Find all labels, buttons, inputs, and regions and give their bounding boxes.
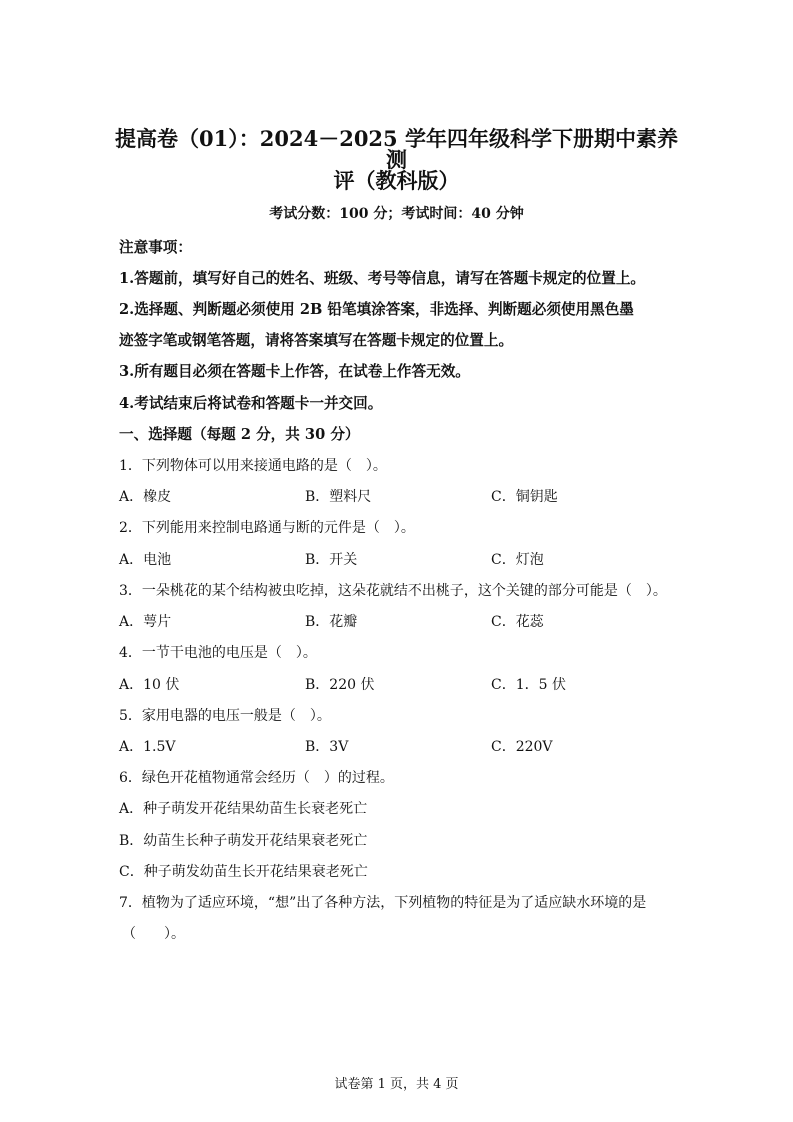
question-3-option-c: C．花蕊 — [491, 614, 544, 630]
question-1-option-c: C．铜钥匙 — [491, 489, 558, 505]
question-3-option-a: A．萼片 — [119, 614, 172, 630]
question-4-stem: 4．一节干电池的电压是（ ）。 — [119, 645, 317, 661]
question-6-stem: 6．绿色开花植物通常会经历（ ）的过程。 — [119, 770, 394, 786]
notice-heading: 注意事项： — [119, 239, 192, 256]
question-4-option-a: A．10 伏 — [119, 677, 180, 693]
question-1-stem: 1．下列物体可以用来接通电路的是（ ）。 — [119, 458, 387, 474]
question-2-stem: 2．下列能用来控制电路通与断的元件是（ ）。 — [119, 520, 415, 536]
exam-info: 考试分数：100 分；考试时间：40 分钟 — [269, 206, 524, 222]
notice-item-3: 3.所有题目必须在答题卡上作答，在试卷上作答无效。 — [119, 363, 470, 380]
question-7-stem-cont: （ ）。 — [122, 926, 185, 942]
exam-title-line1: 提高卷（01）：2024－2025 学年四年级科学下册期中素养测 — [115, 126, 678, 172]
question-7-stem: 7．植物为了适应环境，“想”出了各种方法，下列植物的特征是为了适应缺水环境的是 — [119, 895, 647, 911]
question-5-option-b: B．3V — [305, 739, 349, 755]
exam-title-line2: 评（教科版） — [333, 168, 460, 193]
notice-item-2-cont: 迹签字笔或钢笔答题，请将答案填写在答题卡规定的位置上。 — [119, 332, 514, 349]
question-5-stem: 5．家用电器的电压一般是（ ）。 — [119, 708, 331, 724]
question-5-option-a: A．1.5V — [119, 739, 176, 755]
question-3-option-b: B．花瓣 — [305, 614, 358, 630]
section-heading: 一、选择题（每题 2 分，共 30 分） — [119, 426, 360, 443]
notice-item-4: 4.考试结束后将试卷和答题卡一并交回。 — [119, 395, 383, 412]
question-1-option-b: B．塑料尺 — [305, 489, 372, 505]
question-3-stem: 3．一朵桃花的某个结构被虫吃掉，这朵花就结不出桃子，这个关键的部分可能是（ ）。 — [119, 583, 667, 599]
question-4-option-b: B．220 伏 — [305, 677, 375, 693]
notice-item-2: 2.选择题、判断题必须使用 2B 铅笔填涂答案，非选择、判断题必须使用黑色墨 — [119, 301, 634, 318]
notice-item-1: 1.答题前，填写好自己的姓名、班级、考号等信息，请写在答题卡规定的位置上。 — [119, 270, 646, 287]
question-4-option-c: C．1．5 伏 — [491, 677, 566, 693]
page-footer: 试卷第 1 页，共 4 页 — [334, 1077, 459, 1092]
question-2-option-c: C．灯泡 — [491, 552, 544, 568]
question-6-option-a: A．种子萌发开花结果幼苗生长衰老死亡 — [119, 801, 368, 817]
question-2-option-a: A．电池 — [119, 552, 172, 568]
question-6-option-c: C．种子萌发幼苗生长开花结果衰老死亡 — [119, 864, 368, 880]
question-2-option-b: B．开关 — [305, 552, 358, 568]
question-6-option-b: B．幼苗生长种子萌发开花结果衰老死亡 — [119, 833, 368, 849]
question-5-option-c: C．220V — [491, 739, 553, 755]
question-1-option-a: A．橡皮 — [119, 489, 172, 505]
